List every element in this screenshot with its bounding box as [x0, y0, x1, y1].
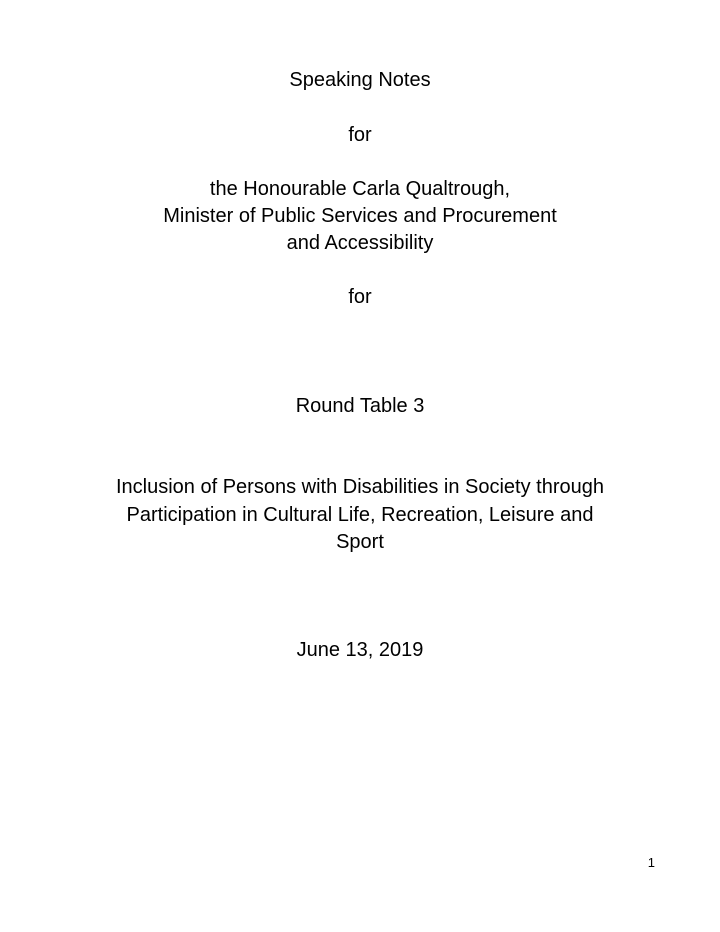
topic-line-2: Participation in Cultural Life, Recreation, Leisure and	[126, 504, 594, 526]
for-label-2: for	[348, 286, 372, 308]
document-date: June 13, 2019	[296, 639, 424, 661]
topic-line-1: Inclusion of Persons with Disabilities in Society through	[115, 476, 605, 498]
event-name: Round Table 3	[295, 395, 425, 417]
honoree-role-line-1: Minister of Public Services and Procurement	[163, 205, 557, 227]
topic-line-3: Sport	[336, 531, 384, 553]
page-number: 1	[647, 855, 655, 870]
document-title: Speaking Notes	[289, 69, 431, 91]
honoree-name: the Honourable Carla Qualtrough,	[209, 178, 511, 200]
for-label-1: for	[348, 124, 372, 146]
honoree-role-line-2: and Accessibility	[286, 232, 434, 254]
